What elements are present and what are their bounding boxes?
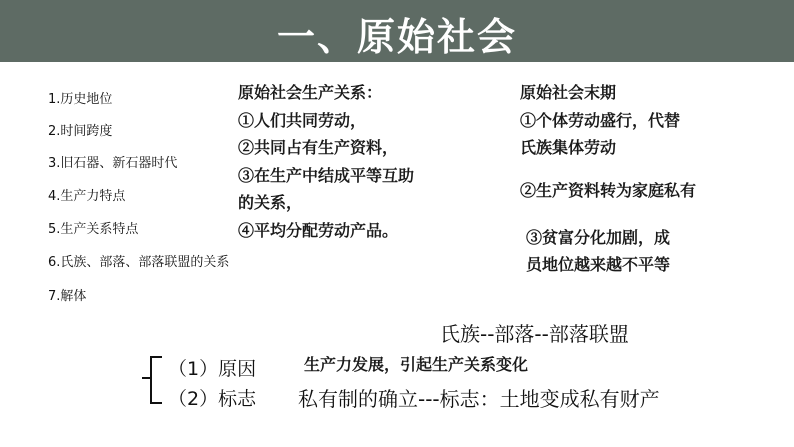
outline-item: 3.旧石器、新石器时代 bbox=[48, 156, 178, 171]
notes-line: ①人们共同劳动， bbox=[238, 111, 367, 130]
clan-tribe-chain: 氏族--部落--部落联盟 bbox=[440, 322, 629, 346]
reason-label: （1）原因 bbox=[168, 358, 257, 380]
outline-item: 7.解体 bbox=[48, 289, 87, 304]
notes-heading: 原始社会生产关系： bbox=[238, 83, 383, 102]
outline-item: 6.氏族、部落、部落联盟的关系 bbox=[48, 255, 230, 270]
notes-line: ①个体劳动盛行，代替 bbox=[520, 111, 681, 130]
reason-text: 生产力发展，引起生产关系变化 bbox=[304, 355, 529, 374]
outline-item: 1.历史地位 bbox=[48, 92, 113, 107]
title-banner bbox=[0, 0, 794, 62]
notes-line: 的关系， bbox=[238, 193, 303, 212]
sign-label: （2）标志 bbox=[168, 388, 257, 410]
outline-item: 4.生产力特点 bbox=[48, 189, 126, 204]
left-brace bbox=[150, 356, 162, 404]
notes-line: ②共同占有生产资料， bbox=[238, 138, 399, 157]
page-title: 一、原始社会 bbox=[276, 14, 517, 59]
notes-line: 氏族集体劳动 bbox=[520, 138, 617, 157]
notes-line: ②生产资料转为家庭私有 bbox=[520, 181, 697, 200]
outline-item: 2.时间跨度 bbox=[48, 124, 113, 139]
notes-heading: 原始社会末期 bbox=[520, 83, 617, 102]
sign-text: 私有制的确立---标志：土地变成私有财产 bbox=[298, 387, 660, 411]
notes-line: ③在生产中结成平等互助 bbox=[238, 166, 415, 185]
outline-item: 5.生产关系特点 bbox=[48, 222, 139, 237]
notes-line: ④平均分配劳动产品。 bbox=[238, 221, 399, 240]
notes-line: 员地位越来越不平等 bbox=[526, 255, 671, 274]
notes-line: ③贫富分化加剧，成 bbox=[526, 228, 671, 247]
